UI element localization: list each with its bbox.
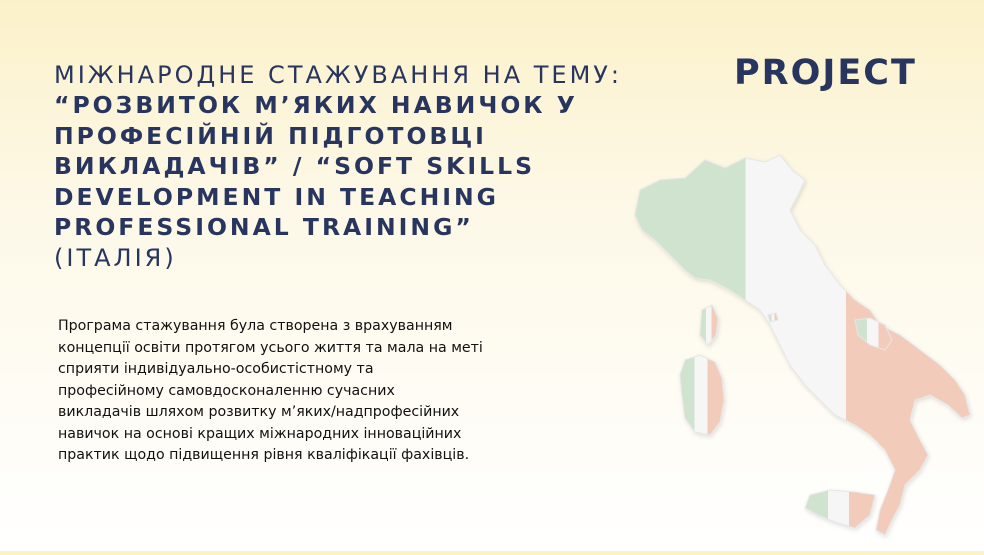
italy-map-icon <box>630 150 984 551</box>
title-country: (ІТАЛІЯ) <box>54 243 177 272</box>
page-title <box>54 60 654 273</box>
project-label: PROJECT <box>734 53 917 93</box>
title-topic: “РОЗВИТОК М’ЯКИХ НАВИЧОК У ПРОФЕСІЙНІЙ ПІДГОТОВЦІ ВИКЛАДАЧІВ” / “SOFT SKILLS DEVELOPMENT IN TEACHING PROFESSIONAL TRAINING” <box>54 91 578 241</box>
program-description: Програма стажування була створена з врахуванням концепції освіти протягом усього життя та мала на меті сприяти індивідуально-особистістному та професійному самовдосконаленню сучасних викладачів шляхом розвитку м’яких/надпрофесійних навичок на основі кращих міжнародних інноваційних практик щодо підвищення рівня кваліфікації фахівців. <box>58 318 483 463</box>
title-intro: МІЖНАРОДНЕ СТАЖУВАННЯ НА ТЕМУ: <box>54 61 622 89</box>
